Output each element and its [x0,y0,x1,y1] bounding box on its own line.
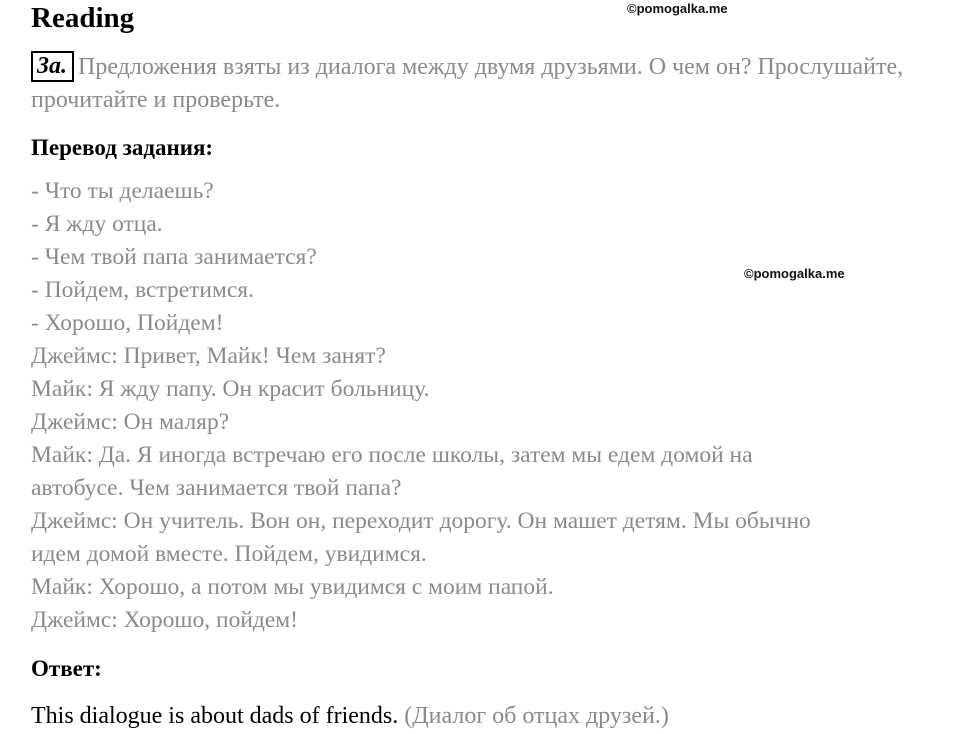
answer-text [31,700,669,733]
dialogue-line: Джеймс: Он маляр? [31,409,230,435]
task-number-badge: 3a. [31,51,74,82]
answer-russian: (Диалог об отцах друзей.) [404,703,669,729]
dialogue-line: Джеймс: Хорошо, пойдем! [31,607,298,633]
answer-english: This dialogue is about dads of friends. [31,703,399,729]
dialogue-line: Джеймс: Привет, Майк! Чем занят? [31,343,386,369]
task-instruction [31,51,931,117]
dialogue-line: - Пойдем, встретимся. [31,277,254,303]
dialogue-line: Майк: Да. Я иногда встречаю его после школы, затем мы едем домой на [31,442,753,468]
dialogue-line: автобусе. Чем занимается твой папа? [31,475,402,501]
dialogue-line: - Я жду отца. [31,211,163,237]
watermark: ©pomogalka.me [627,1,728,16]
dialogue-line: Джеймс: Он учитель. Вон он, переходит дорогу. Он машет детям. Мы обычно [31,508,811,534]
dialogue-line: Майк: Хорошо, а потом мы увидимся с моим папой. [31,574,554,600]
dialogue-line: - Хорошо, Пойдем! [31,310,224,336]
watermark: ©pomogalka.me [744,266,845,281]
page-title: Reading [31,2,135,34]
dialogue-line: идем домой вместе. Пойдем, увидимся. [31,541,427,567]
answer-heading: Ответ: [31,656,102,681]
translation-heading: Перевод задания: [31,135,214,160]
dialogue-line: - Что ты делаешь? [31,178,214,204]
dialogue-line: Майк: Я жду папу. Он красит больницу. [31,376,430,402]
translation-dialogue [31,175,941,637]
dialogue-line: - Чем твой папа занимается? [31,244,317,270]
task-text: Предложения взяты из диалога между двумя друзьями. О чем он? Прослушайте, прочитайте и проверьте. [31,54,904,113]
